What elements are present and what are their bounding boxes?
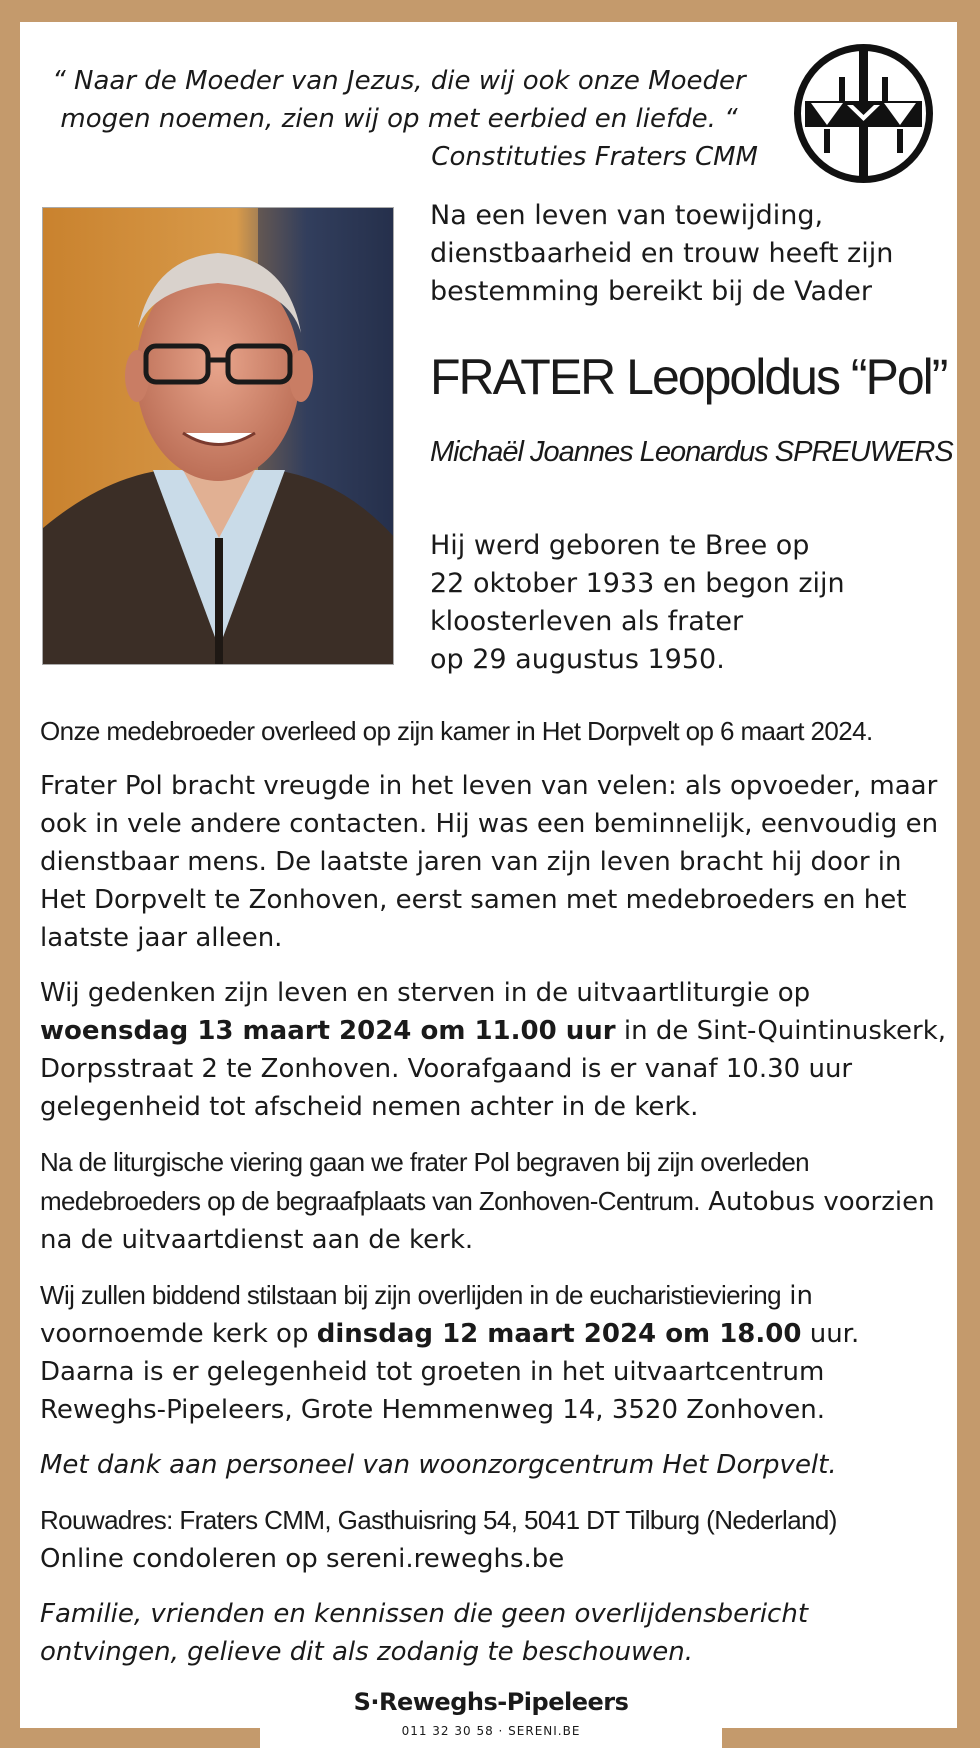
family-line: Familie, vrienden en kennissen die geen overlijdensbericht — [40, 1599, 809, 1629]
quote-source: Constituties Fraters CMM — [431, 142, 758, 172]
liturgy-paragraph — [40, 974, 950, 1126]
liturgy-date: woensdag 13 maart 2024 om 11.00 uur — [40, 1016, 616, 1046]
thanks-line — [40, 1446, 950, 1484]
intro-line: bestemming bereikt bij de Vader — [430, 276, 872, 307]
online-condolences: Online condoleren op sereni.reweghs.be — [40, 1544, 565, 1574]
obituary-body — [40, 712, 950, 1688]
obituary-card — [20, 22, 957, 1728]
birth-text — [430, 527, 950, 679]
birth-line: kloosterleven als frater — [430, 606, 744, 637]
opening-quote — [40, 62, 758, 176]
liturgy-intro: Wij gedenken zijn leven en sterven in de uitvaartliturgie op — [40, 978, 811, 1008]
eucharist-date: dinsdag 12 maart 2024 om 18.00 — [316, 1319, 802, 1349]
burial-text: Na de liturgische viering gaan we frater Pol begraven bij zijn overleden medebroeders op de begraafplaats van Zonhoven-Centrum. — [40, 1147, 810, 1216]
cmm-cross-logo-icon — [791, 41, 936, 186]
deceased-name: FRATER Leopoldus “Pol” — [430, 349, 947, 405]
intro-line: Na een leven van toewijding, — [430, 200, 824, 231]
intro-line: dienstbaarheid en trouw heeft zijn — [430, 238, 894, 269]
eucharist-details: uur. Daarna is er gelegenheid tot groeten in het uitvaartcentrum Reweghs-Pipeleers, Grote Hemmenweg 14, 3520 Zonhoven. — [40, 1319, 860, 1425]
eucharist-paragraph — [40, 1276, 950, 1429]
tribute-paragraph: Frater Pol bracht vreugde in het leven van velen: als opvoeder, maar ook in vele andere contacten. Hij was een beminnelijk, eenvoudig en dienstbaar mens. De laatste jaren van zijn leven bracht hij door in Het Dorpvelt te Zonhoven, eerst samen met medebroeders en het laatste jaar alleen. — [40, 771, 939, 953]
bus-text: Autobus voorzien na de uitvaartdienst aan de kerk. — [40, 1187, 935, 1255]
eucharist-intro: Wij zullen biddend stilstaan bij zijn overlijden in de eucharistieviering — [40, 1280, 781, 1310]
birth-line: 22 oktober 1933 en begon zijn — [430, 568, 845, 599]
thanks-text: Met dank aan personeel van woonzorgcentrum Het Dorpvelt. — [40, 1450, 837, 1480]
deceased-full-name: Michaël Joannes Leonardus SPREUWERS — [430, 436, 953, 468]
burial-paragraph — [40, 1143, 950, 1259]
death-notice: Onze medebroeder overleed op zijn kamer in Het Dorpvelt op 6 maart 2024. — [40, 716, 873, 746]
funeral-home-contact: 011 32 30 58 · SERENI.BE — [401, 1724, 581, 1738]
portrait-photo — [42, 207, 394, 665]
contact-paragraph — [40, 1501, 950, 1578]
intro-text — [430, 197, 950, 311]
funeral-home-footer — [260, 1680, 722, 1748]
quote-line: mogen noemen, zien wij op met eerbied en liefde. “ — [60, 104, 738, 134]
funeral-home-name: S·Reweghs-Pipeleers — [353, 1688, 629, 1716]
birth-line: Hij werd geboren te Bree op — [430, 530, 810, 561]
mourning-address: Rouwadres: Fraters CMM, Gasthuisring 54, 5041 DT Tilburg (Nederland) — [40, 1505, 837, 1535]
birth-line: op 29 augustus 1950. — [430, 644, 725, 675]
quote-line: “ Naar de Moeder van Jezus, die wij ook onze Moeder — [52, 66, 746, 96]
family-line: ontvingen, gelieve dit als zodanig te beschouwen. — [40, 1637, 694, 1667]
family-notice — [40, 1595, 950, 1671]
eucharist-place: in voornoemde kerk op — [40, 1281, 813, 1349]
liturgy-location: in de Sint-Quintinuskerk, Dorpsstraat 2 te Zonhoven. Voorafgaand is er vanaf 10.30 uur gelegenheid tot afscheid nemen achter in de kerk. — [40, 1016, 947, 1122]
